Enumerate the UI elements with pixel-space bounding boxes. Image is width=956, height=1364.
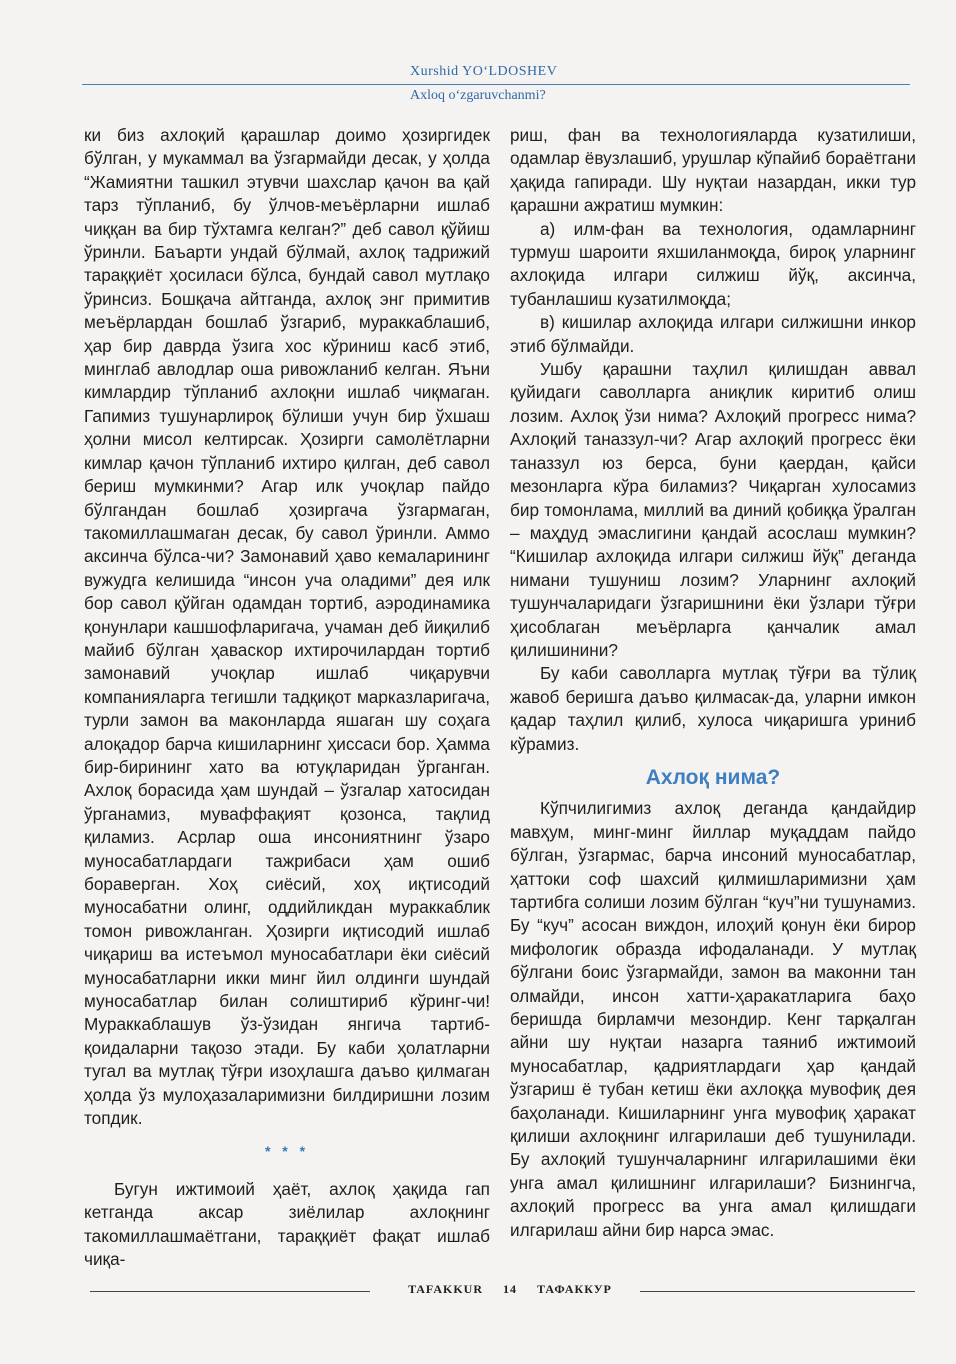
footer-magazine-cyrillic: ТАФАККУР — [537, 1282, 612, 1296]
footer-text — [380, 1282, 640, 1297]
right-paragraph-4: Ушбу қарашни таҳлил қилишдан аввал қуйидаги саволларга аниқлик киритиб олиш лозим. Ахлоқ ўзи нима? Ахлоқий прогресс нима? Ахлоқий таназзул-чи? Агар ахлоқий прогресс ёки таназзул юз берса, буни қаердан, қайси мезонларга кўра биламиз? Чиқарган хулосамиз бир томонлама, миллий ва диний қобиққа ўралган – маҳдуд эмаслигини қандай асослаш мумкин? “Кишилар ахлоқида илгари силжиш йўқ” деганда нимани тушуниш лозим? Уларнинг ахлоқий тушунчаларидаги ўзгаришнини ёки ўзлари тўғри ҳисоблаган меъёрларга қанчалик амал қилишинини? — [510, 359, 916, 660]
header-rule — [82, 84, 910, 85]
left-column — [84, 124, 490, 1272]
right-paragraph-2: а) илм-фан ва технология, одамларнинг турмуш шароити яхшиланмоқда, бироқ уларнинг ахлоқида илгари силжиш йўқ, аксинча, тубанлашиш кузатилмоқда; — [510, 218, 916, 309]
header-author: Xurshid YO‘LDOSHEV — [410, 64, 558, 79]
footer-magazine-latin: TAFAKKUR — [408, 1282, 484, 1296]
section-divider-stars: * * * — [264, 1143, 310, 1160]
right-paragraph-3: в) кишилар ахлоқида илгари силжишни инкор этиб бўлмайди. — [510, 312, 916, 356]
right-paragraph-1: риш, фан ва технологияларда кузатилиши, одамлар ёвузлашиб, урушлар кўпайиб бораётгани ҳақида гапиради. Шу нуқтаи назардан, икки тур қарашни ажратиш мумкин: — [510, 125, 916, 216]
footer-rule-left — [90, 1291, 370, 1292]
right-column — [510, 124, 916, 1242]
right-paragraph-5: Бу каби саволларга мутлақ тўғри ва тўлиқ жавоб беришга даъво қилмасак-да, уларни имкон қадар таҳлил қилиб, хулоса чиқаришга уриниб кўрамиз. — [510, 663, 916, 754]
header-article-title: Axloq o‘zgaruvchanmi? — [410, 88, 546, 103]
section-heading: Ахлоқ нима? — [645, 765, 781, 789]
left-paragraph-1: ки биз ахлоқий қарашлар доимо ҳозиргидек бўлган, у мукаммал ва ўзгармайди десак, у ҳолда “Жамиятни ташкил этувчи шахслар қачон ва қай тарз тўпланиб, бу ўлчов-меъёрларни ишлаб чиққан ва бир тўхтамга келган?” деб савол қўйиш ўринли. Баъарти ундай бўлмай, ахлоқ тадрижий тараққиёт ҳосиласи бўлса, бундай савол мутлақо ўринсиз. Бошқача айтганда, ахлоқ энг примитив меъёрлардан бошлаб ўзгариб, мураккаблашиб, ҳар бир даврда ўзига хос кўриниш касб этиб, минглаб авлодлар оша ривожланиб келган. Яъни кимлардир тўпланиб ахлоқни ишлаб чиқмаган. Гапимиз тушунарлироқ бўлиши учун бир ўхшаш ҳолни мисол келтирсак. Ҳозирги самолётларни кимлар қачон тўпланиб ихтиро қилган, деб савол бериш мумкинми? Агар илк учоқлар пайдо бўлгандан бошлаб ҳозиргача ўзгармаган, такомиллашмаган десак, бу савол ўринли. Аммо аксинча бўлса-чи? Замонавий ҳаво кемаларининг вужудга келишида “инсон уча оладими” дея илк бор савол қўйган одамдан тортиб, аэродинамика қонунлари кашшофларигача, учаман деб йиқилиб майиб бўлган ҳаваскор ихтирочилардан тортиб замонавий учоқлар ишлаб чиқарувчи компанияларга тегишли тадқиқот марказларигача, турли замон ва маконларда яшаган шу соҳага алоқадор барча кишиларнинг ҳиссаси бор. Ҳамма бир-бирининг хато ва ютуқларидан ўрганган. Ахлоқ борасида ҳам шундай – ўзгалар хатосидан ўрганамиз, муваффақият қозонса, тақлид қиламиз. Асрлар оша инсониятнинг ўзаро муносабатлардаги тажрибаси ҳам ошиб бораверган. Хоҳ сиёсий, хоҳ иқтисодий муносабатни олинг, оддийликдан мураккаблик томон ривожланган. Ҳозирги иқтисодий ишлаб чиқариш ва истеъмол муносабатлари ёки сиёсий муносабатларни икки минг йил олдинги шундай муносабатлар билан солиштириб кўринг-чи! Мураккаблашув ўз-ўзидан янгича тартиб-қоидаларни тақозо этади. Бу каби ҳолатларни тугал ва мутлақ тўғри изоҳлашга даъво қилмаган ҳолда ўз мулоҳазаларимизни билдиришни лозим топдик. — [84, 125, 490, 1129]
right-paragraph-6: Кўпчилигимиз ахлоқ деганда қандайдир мавҳум, минг-минг йиллар муқаддам пайдо бўлган, ўзгармас, барча инсоний муносабатлар, ҳаттоки соф шахсий қилмишларимизни ҳам тартибга солиши лозим бўлган “куч”ни тушунамиз. Бу “куч” асосан виждон, илоҳий қонун ёки бирор мифологик образда ифодаланади. У мутлақ бўлгани боис ўзгармайди, замон ва маконни тан олмайди, инсон хатти-ҳаракатларига баҳо беришда бирламчи мезондир. Кенг тарқалган айни шу нуқтаи назарга таяниб ижтимоий муносабатлар, қадриятлардаги ҳар қандай ўзгариш ё тубан кетиш ёки ахлоққа мувофиқ дея баҳоланади. Кишиларнинг унга мувофиқ ҳаракат қилиши ахлоқнинг илгарилаши деб тушунилади. Бу ахлоқий тушунчаларнинг илгарилашими ёки унга амал қилишнинг илгарилаши? Бизнингча, ахлоқий прогресс ва унга амал қилишдаги илгарилаш айни бир нарса эмас. — [510, 798, 916, 1240]
page-number: 14 — [503, 1282, 518, 1296]
page-footer — [0, 1280, 956, 1300]
footer-rule-right — [640, 1291, 915, 1292]
left-paragraph-2: Бугун ижтимоий ҳаёт, ахлоқ ҳақида гап кетганда аксар зиёлилар ахлоқнинг такомиллашмаётгани, тараққиёт фақат ишлаб чиқа- — [84, 1178, 490, 1270]
